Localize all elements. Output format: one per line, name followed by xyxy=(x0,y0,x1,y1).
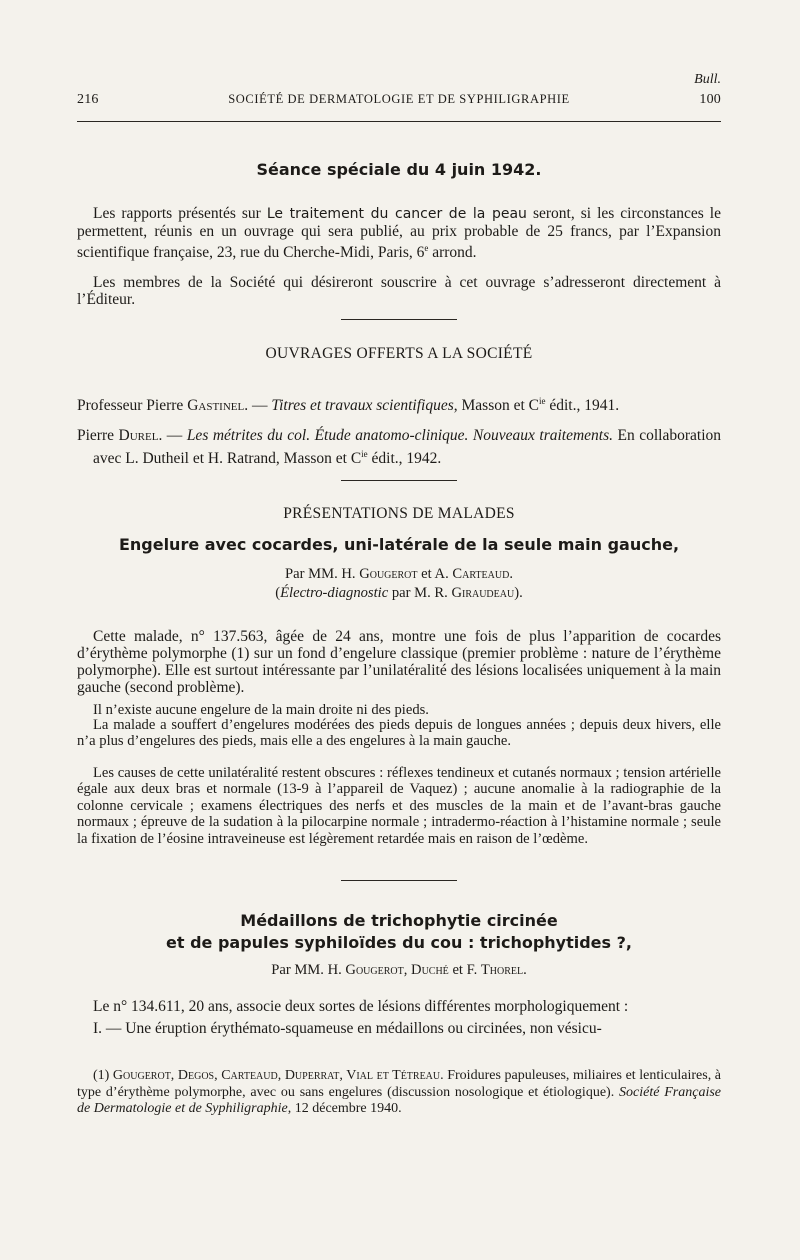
article-1-paragraph-3: La malade a souffert d’engelures modérées des pieds depuis de longues années ; depuis deux hivers, elle n’a plus d’engelures des pieds, mais elle a des engelures à la main gauche. xyxy=(77,717,721,750)
presentations-heading: PRÉSENTATIONS DE MALADES xyxy=(283,505,515,522)
article-1-paragraph-4: Les causes de cette unilatéralité restent obscures : réflexes tendineux et cutanés normaux ; tension artérielle égale aux deux bras et normale (13-9 à l’appareil de Vaquez) ; aucune anomalie à la radiographie de la colonne cervicale ; examens électriques des nerfs et des muscles de la main et de l’avant-bras gauche normaux ; épreuve de la sudation à la pilocarpine normale ; intradermo-réaction à l’histamine normale ; seule la fixation de l’éosine intraveineuse est légèrement retardée mais en raison de l’œdème. xyxy=(77,765,721,847)
article-2-title-line-2: et de papules syphiloïdes du cou : trichophytides ?, xyxy=(166,933,632,952)
section-divider xyxy=(341,319,457,320)
article-2-title-line-1: Médaillons de trichophytie circinée xyxy=(240,911,558,930)
issue-number: 100 xyxy=(699,92,721,107)
article-1-paragraph-2: Il n’existe aucune engelure de la main droite ni des pieds. xyxy=(93,702,429,718)
journal-abbrev: Bull. xyxy=(694,72,721,87)
article-1-title: Engelure avec cocardes, uni-latérale de la seule main gauche, xyxy=(118,535,680,554)
article-1-paragraph-1: Cette malade, n° 137.563, âgée de 24 ans, montre une fois de plus l’apparition de cocardes d’érythème polymorphe (1) sur un fond d’engelure classique (premier problème : nature de l’érythème polymorphe). Elle est surtout intéressante par l’unilatéralité des lésions localisées uniquement à la main gauche (second problème). xyxy=(77,628,721,696)
article-2-paragraph-2: I. — Une éruption érythémato-squameuse en médaillons ou circinées, non vésicu- xyxy=(93,1020,602,1037)
article-1-byline-2: (Électro-diagnostic par M. R. Giraudeau). xyxy=(275,585,523,601)
article-2-byline: Par MM. H. Gougerot, Duché et F. Thorel. xyxy=(271,962,527,978)
header-rule xyxy=(77,121,721,122)
section-divider xyxy=(341,880,457,881)
intro-topic: Le traitement du cancer de la peau xyxy=(266,206,527,222)
offered-work-1: Professeur Pierre Gastinel. — Titres et travaux scientifiques, Masson et $C^{ie}$ édit., 1941. xyxy=(77,396,620,415)
offered-work-2: Pierre Durel. — Les métrites du col. Étude anatomo-clinique. Nouveaux traitements. En collaboration avec L. Dutheil et H. Ratrand, Masson et $C^{ie}$ édit., 1942. xyxy=(77,427,722,468)
intro-paragraph-2: Les membres de la Société qui désireront souscrire à cet ouvrage s’adresseront directement à l’Éditeur. xyxy=(77,274,721,308)
intro-paragraph-1: Les rapports présentés sur Le traitement du cancer de la peau seront, si les circonstances le permettent, réunis en un ouvrage qui sera publié, au prix probable de 25 francs, par l’Expansion scientifique française, 23, rue du Cherche-Midi, Paris, 6e arrond. xyxy=(77,205,721,262)
offered-works-heading: OUVRAGES OFFERTS A LA SOCIÉTÉ xyxy=(265,345,533,362)
article-2-paragraph-1: Le n° 134.611, 20 ans, associe deux sortes de lésions différentes morphologiquement : xyxy=(93,998,629,1015)
section-divider xyxy=(341,480,457,481)
article-1-byline: Par MM. H. Gougerot et A. Carteaud. xyxy=(285,566,513,582)
running-title: SOCIÉTÉ DE DERMATOLOGIE ET DE SYPHILIGRAPHIE xyxy=(228,92,570,106)
footnote: (1) Gougerot, Degos, Carteaud, Duperrat, Vial et Tétreau. Froidures papuleuses, miliaires et lenticulaires, à type d’érythème polymorphe, avec ou sans engelures (discussion nosologique et étiologique). Société Française de Dermatologie et de Syphiligraphie, 12 décembre 1940. xyxy=(77,1068,722,1117)
running-header xyxy=(77,92,721,108)
page-number: 216 xyxy=(77,92,99,107)
session-title: Séance spéciale du 4 juin 1942. xyxy=(256,160,542,179)
